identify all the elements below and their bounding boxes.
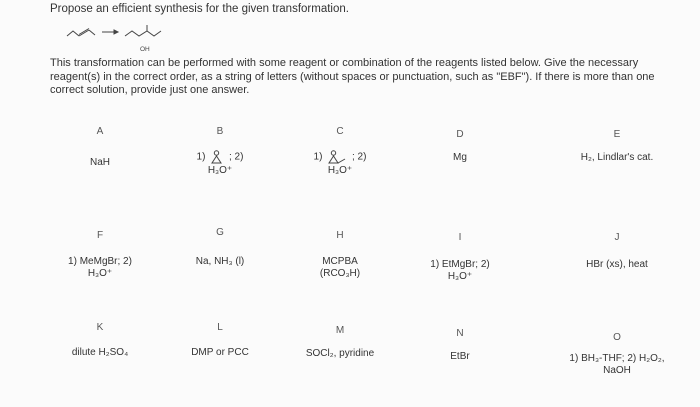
reagent-g[interactable] (155, 227, 285, 268)
reagent-text: HBr (xs), heat (586, 259, 648, 270)
reagent-a[interactable] (35, 126, 165, 169)
reagent-text: H₂, Lindlar's cat. (580, 152, 654, 163)
reagent-letter: K (96, 322, 104, 333)
reagent-letter: M (335, 325, 345, 336)
reagent-j[interactable] (552, 232, 682, 271)
reagent-letter: H (336, 230, 344, 241)
reagent-e[interactable] (552, 129, 682, 164)
reagent-o[interactable] (552, 332, 682, 377)
reagent-text: Mg (453, 152, 467, 163)
reagent-k[interactable] (35, 322, 165, 359)
starting-material-structure (67, 29, 95, 37)
reagent-text-line2: H₃O⁺ (447, 271, 473, 282)
question-prompt: Propose an efficient synthesis for the given transformation. (50, 3, 349, 15)
reagent-letter: J (614, 232, 620, 243)
reagent-letter: G (216, 227, 224, 238)
instructions-text: This transformation can be performed with some reagent or combination of the reagents listed below. Give the necessary reagent(s) in the correct order, as a string of letters (without spaces or punctuation, such as "EBF"). If there is more than one correct solution, provide just one answer. (50, 57, 655, 96)
reagent-text-line1: 1) BH₃-THF; 2) H₂O₂, (569, 353, 665, 364)
reagent-letter: B (216, 126, 224, 137)
product-oh-label: OH (140, 46, 150, 53)
reagent-text-line2: H₃O⁺ (207, 165, 233, 176)
reagent-text: NaH (89, 157, 110, 168)
reagent-text-line2: (RCO₃H) (319, 268, 361, 279)
reagent-c[interactable] (275, 126, 405, 177)
reagent-f[interactable] (35, 230, 165, 280)
reagent-text-line1: 1) ; 2) (275, 149, 405, 165)
reagent-text: EtBr (450, 351, 470, 362)
epoxide-structure-c (325, 149, 349, 165)
reagent-letter: L (217, 322, 223, 333)
reagent-text-line2: H₃O⁺ (87, 268, 113, 279)
reagent-letter: F (96, 230, 104, 241)
reagent-letter: E (613, 129, 621, 140)
reaction-scheme (65, 22, 195, 62)
reagent-text: SOCl₂, pyridine (305, 348, 375, 359)
reagent-m[interactable] (275, 325, 405, 360)
reagent-letter: N (456, 328, 464, 339)
epoxide-structure-b (208, 149, 226, 165)
reagent-text: dilute H₂SO₄ (71, 347, 129, 358)
reagent-letter: D (456, 129, 464, 140)
reagent-l[interactable] (155, 322, 285, 359)
reagent-letter: O (613, 332, 621, 343)
reagent-text-line1: 1) EtMgBr; 2) (430, 259, 490, 270)
reagent-letter: C (336, 126, 344, 137)
reagent-text-line1: 1) ; 2) (155, 149, 285, 165)
reagent-letter: I (458, 232, 462, 243)
reagent-d[interactable] (395, 129, 525, 164)
reagent-b[interactable] (155, 126, 285, 177)
reagent-text-line1: 1) MeMgBr; 2) (68, 256, 132, 267)
reagent-text-line2: H₃O⁺ (327, 165, 353, 176)
reagent-n[interactable] (395, 328, 525, 363)
reagent-text: DMP or PCC (191, 347, 249, 358)
reagent-h[interactable] (275, 230, 405, 280)
reagent-text: Na, NH₃ (l) (195, 256, 245, 267)
reagent-text-line2: NaOH (603, 365, 631, 376)
reaction-arrow (102, 30, 118, 34)
reagent-i[interactable] (395, 232, 525, 283)
reagent-text-line1: MCPBA (322, 256, 358, 267)
reagent-letter: A (96, 126, 104, 137)
product-structure (125, 25, 161, 36)
